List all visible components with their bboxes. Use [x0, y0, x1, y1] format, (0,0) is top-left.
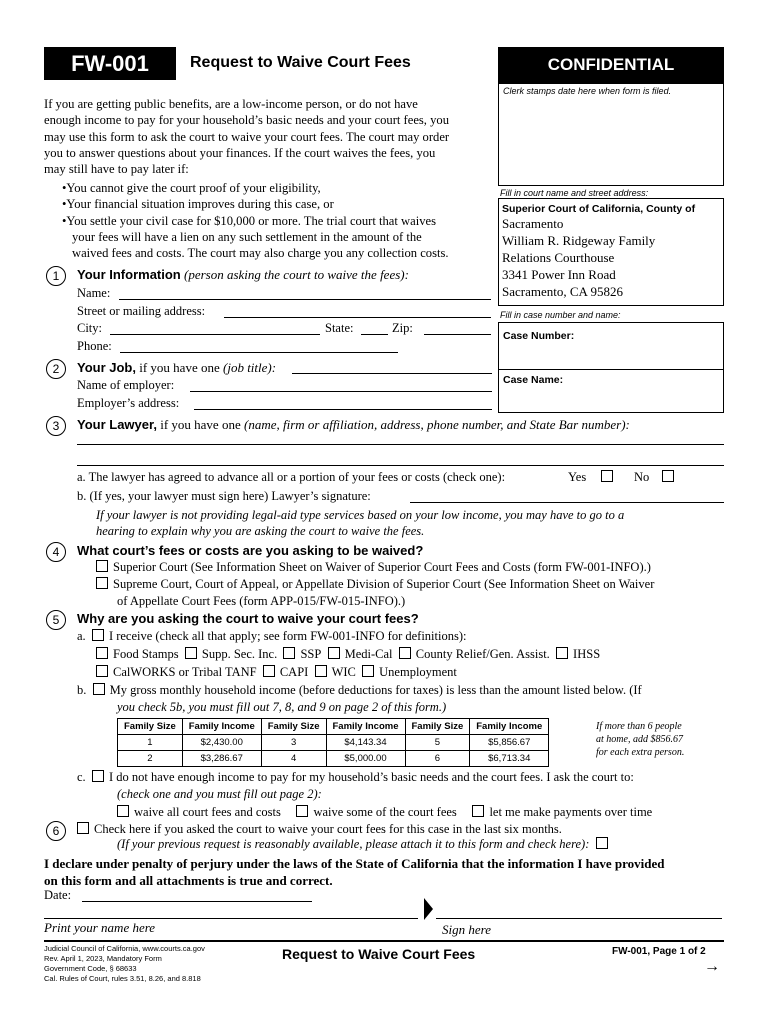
s6-note[interactable]: (If your previous request is reasonably available, please attach it to this form and check here):	[117, 837, 613, 852]
confidential-banner: CONFIDENTIAL	[498, 47, 724, 83]
s5a-option[interactable]: a. I receive (check all that apply; see form FW-001-INFO for definitions):	[77, 629, 467, 643]
s6-option[interactable]: Check here if you asked the court to waive your court fees for this case in the last six months.	[77, 822, 562, 837]
case-name-label: Case Name:	[503, 374, 564, 386]
intro-text: If you are getting public benefits, are a low-income person, or do not have enough income to pay for your household’s basic needs and your court fees, you may use this form to ask the court to waive your court fees. The court may order you to answer questions about your finances. If the court waives the fees, you may still have to pay later if:	[44, 97, 450, 177]
section-2-heading: Your Job, if you have one (job title):	[77, 360, 277, 375]
court-line-5: Sacramento, CA 95826	[502, 284, 623, 299]
section-5-heading: Why are you asking the court to waive your court fees?	[77, 611, 419, 626]
sign-arrow-icon	[424, 898, 434, 920]
s5b-note: you check 5b, you must fill out 7, 8, and 9 on page 2 of this form.)	[117, 700, 447, 714]
waive-options[interactable]: waive all court fees and costs waive some of the court fees let me make payments over time	[117, 805, 652, 820]
city-label: City:	[77, 321, 103, 335]
name-label: Name:	[77, 286, 111, 300]
clerk-stamp-label: Clerk stamps date here when form is filed.	[503, 86, 672, 96]
employer-address-label: Employer’s address:	[77, 396, 180, 410]
employer-label: Name of employer:	[77, 378, 175, 392]
section-4-heading: What court’s fees or costs are you asking to be waived?	[77, 543, 424, 558]
print-name-label: Print your name here	[44, 920, 156, 935]
name-field[interactable]	[119, 299, 491, 300]
benefits-row-1[interactable]: Food Stamps Supp. Sec. Inc. SSP Medi-Cal County Relief/Gen. Assist. IHSS	[96, 647, 600, 662]
lawyer-note: If your lawyer is not providing legal-aid type services based on your low income, you may have to go to a hearing to explain why you are asking the court to waive the fees.	[96, 508, 625, 538]
employer-address-field[interactable]	[194, 409, 492, 410]
appellate-court-option-cont: of Appellate Court Fees (form APP-015/FW-015-INFO).)	[117, 594, 406, 608]
section-6-number: 6	[46, 821, 66, 841]
phone-field[interactable]	[120, 352, 398, 353]
clerk-stamp-box[interactable]	[498, 83, 724, 186]
state-field[interactable]	[361, 334, 388, 335]
no-option[interactable]: No	[634, 470, 679, 485]
zip-label: Zip:	[392, 321, 413, 335]
employer-field[interactable]	[190, 391, 492, 392]
street-label: Street or mailing address:	[77, 304, 206, 318]
phone-label: Phone:	[77, 339, 112, 353]
case-number-label: Case Number:	[503, 330, 575, 342]
section-4-number: 4	[46, 542, 66, 562]
section-3-heading: Your Lawyer, if you have one (name, firm or affiliation, address, phone number, and State Bar number):	[77, 417, 630, 432]
income-table: Family Size Family Income Family Size Family Income Family Size Family Income 1 $2,430.00 3 $4,143.34 5 $5,856.67 2 $3,286.67 4 $5,000.00 6 $6,713.34	[117, 718, 549, 767]
form-title: Request to Waive Court Fees	[190, 54, 411, 71]
lawyer-signature-field[interactable]	[410, 502, 724, 503]
form-id: FW-001	[44, 47, 176, 80]
state-label: State:	[325, 321, 354, 335]
lawyer-signature-label: b. (If yes, your lawyer must sign here) Lawyer’s signature:	[77, 489, 371, 503]
intro-bullets: •You cannot give the court proof of your eligibility, •Your financial situation improves during this case, or •You settle your civil case for $10,000 or more. The trial court that waives your fees will have a lien on any such settlement in the amount of the waived fees and costs. The court may also charge you any collection costs.	[62, 181, 449, 261]
court-line-2: William R. Ridgeway Family	[502, 233, 656, 248]
case-fill-label: Fill in case number and name:	[500, 310, 621, 320]
court-box[interactable]	[498, 198, 724, 306]
lawyer-field-1[interactable]	[77, 444, 724, 445]
court-line-0: Superior Court of California, County of	[502, 203, 696, 215]
print-name-field[interactable]	[44, 918, 418, 919]
superior-court-option[interactable]: Superior Court (See Information Sheet on Waiver of Superior Court Fees and Costs (form FW-001-INFO).)	[96, 560, 651, 575]
lawyer-advance-text: a. The lawyer has agreed to advance all or a portion of your fees or costs (check one):	[77, 470, 506, 484]
court-line-1: Sacramento	[502, 216, 564, 231]
footer-page: FW-001, Page 1 of 2	[612, 946, 706, 957]
s5c-note: (check one and you must fill out page 2):	[117, 787, 322, 801]
section-2-number: 2	[46, 359, 66, 379]
date-label: Date:	[44, 888, 72, 902]
yes-option[interactable]: Yes	[568, 470, 618, 485]
s5b-option[interactable]: b. My gross monthly household income (before deductions for taxes) is less than the amount listed below. (If	[77, 683, 642, 697]
section-5-number: 5	[46, 610, 66, 630]
court-line-3: Relations Courthouse	[502, 250, 615, 265]
footer-rule	[44, 940, 724, 942]
case-number-box[interactable]	[498, 322, 724, 370]
city-field[interactable]	[110, 334, 320, 335]
zip-field[interactable]	[424, 334, 491, 335]
appellate-court-option[interactable]: Supreme Court, Court of Appeal, or Appellate Division of Superior Court (See Information Sheet on Waiver	[96, 577, 654, 592]
benefits-row-2[interactable]: CalWORKS or Tribal TANF CAPI WIC Unemployment	[96, 665, 457, 680]
section-1-heading: Your Information (person asking the court to waive the fees):	[77, 267, 409, 282]
next-page-arrow-icon[interactable]: →	[704, 958, 720, 975]
footer-title: Request to Waive Court Fees	[282, 946, 476, 962]
court-fill-label: Fill in court name and street address:	[500, 188, 649, 198]
lawyer-field-2[interactable]	[77, 465, 724, 466]
date-field[interactable]	[82, 901, 312, 902]
s5c-option[interactable]: c. I do not have enough income to pay for my household’s basic needs and the court fees. I ask the court to:	[77, 770, 634, 784]
declaration: I declare under penalty of perjury under the laws of the State of California that the information I have provided on this form and all attachments is true and correct.	[44, 856, 665, 888]
job-title-field[interactable]	[292, 373, 492, 374]
table-note: If more than 6 people at home, add $856.67 for each extra person.	[596, 721, 685, 758]
court-line-4: 3341 Power Inn Road	[502, 267, 616, 282]
signature-field[interactable]	[436, 918, 722, 919]
street-field[interactable]	[224, 317, 491, 318]
section-3-number: 3	[46, 416, 66, 436]
section-1-number: 1	[46, 266, 66, 286]
case-name-box[interactable]	[498, 370, 724, 413]
footer-left: Judicial Council of California, www.courts.ca.gov Rev. April 1, 2023, Mandatory Form Government Code, § 68633 Cal. Rules of Court, rules 3.51, 8.26, and 8.818	[44, 944, 205, 983]
sign-label: Sign here	[442, 922, 491, 937]
